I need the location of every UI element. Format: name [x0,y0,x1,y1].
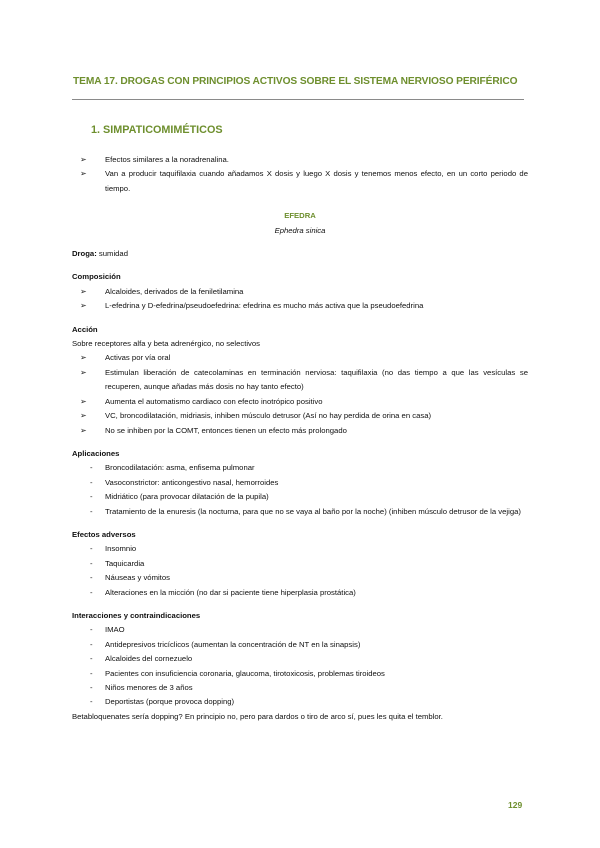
interacciones-item: - Pacientes con insuficiencia coronaria, glaucoma, tirotoxicosis, problemas tiroideos [72,667,528,681]
efectos-item: - Taquicardia [72,557,528,571]
arrow-bullet-icon: ➢ [80,367,87,377]
drug-latin-name: Ephedra sinica [274,225,326,235]
dash-bullet-icon: - [90,492,93,502]
interacciones-note: Betabloquenates sería dopping? En principio no, pero para dardos o tiro de arco sí, pues les quita el temblor. [72,711,443,721]
arrow-bullet-icon: ➢ [80,411,87,421]
efectos-item: - Insomnio [72,542,528,556]
droga-label: Droga: [72,249,97,259]
dash-bullet-icon: - [90,477,93,487]
intro-item: ➢ Efectos similares a la noradrenalina. [72,153,528,167]
dash-bullet-icon: - [90,639,93,649]
interacciones-item: - IMAO [72,623,528,637]
aplicaciones-item: - Tratamiento de la enuresis (la nocturna, para que no se vaya al baño por la noche) (inhiben músculo detrusor de la vejiga) [72,505,528,519]
aplicaciones-item: - Vasoconstrictor: anticongestivo nasal, hemorroides [72,476,528,490]
title-divider [72,99,524,100]
accion-item: ➢ No se inhiben por la COMT, entonces tienen un efecto más prolongado [72,424,528,438]
efectos-item: - Náuseas y vómitos [72,571,528,585]
chapter-title: TEMA 17. DROGAS CON PRINCIPIOS ACTIVOS SOBRE EL SISTEMA NERVIOSO PERIFÉRICO [73,76,518,87]
dash-bullet-icon: - [90,683,93,692]
page-number: 129 [508,800,523,810]
arrow-bullet-icon: ➢ [80,169,87,179]
accion-item: ➢ Aumenta el automatismo cardiaco con efecto inotrópico positivo [72,395,528,409]
dash-bullet-icon: - [90,697,93,707]
interacciones-item: - Niños menores de 3 años [72,681,528,695]
dash-bullet-icon: - [90,668,93,678]
accion-subtitle: Sobre receptores alfa y beta adrenérgico, no selectivos [72,339,261,349]
drug-name: EFEDRA [284,211,316,221]
aplicaciones-item: - Midriático (para provocar dilatación de la pupila) [72,490,528,504]
dash-bullet-icon: - [90,573,93,583]
arrow-bullet-icon: ➢ [80,353,87,363]
arrow-bullet-icon: ➢ [80,286,87,296]
dash-bullet-icon: - [90,463,93,473]
droga-line [72,247,528,261]
aplicaciones-title: Aplicaciones [72,448,120,458]
accion-item: ➢ Estimulan liberación de catecolaminas en terminación nerviosa: taquifilaxia (no das tiempo a que las vesículas se recuperen, aunque añadas más dosis no hay tanto efecto) [80,367,528,392]
dash-bullet-icon: - [90,654,93,664]
dash-bullet-icon: - [90,587,93,597]
accion-item: ➢ Activas por vía oral [72,351,528,365]
arrow-bullet-icon: ➢ [80,301,87,311]
interacciones-item: - Antidepresivos tricíclicos (aumentan la concentración de NT en la sinapsis) [72,638,528,652]
efectos-item: - Alteraciones en la micción (no dar si paciente tiene hiperplasia prostática) [72,586,528,600]
dash-bullet-icon: - [90,625,93,635]
section-heading: 1. SIMPATICOMIMÉTICOS [91,124,223,136]
composicion-item: ➢ Alcaloides, derivados de la feniletilamina [72,285,528,299]
dash-bullet-icon: - [90,544,93,554]
aplicaciones-item: - Broncodilatación: asma, enfisema pulmonar [72,461,528,475]
interacciones-item: - Deportistas (porque provoca dopping) [72,695,528,709]
arrow-bullet-icon: ➢ [80,425,87,435]
composicion-title: Composición [72,272,121,282]
composicion-item: ➢ L-efedrina y D-efedrina/pseudoefedrina: efedrina es mucho más activa que la pseudoefedrina [72,299,528,313]
accion-item: ➢ VC, broncodilatación, midriasis, inhiben músculo detrusor (Así no hay perdida de orina en casa) [72,409,528,423]
dash-bullet-icon: - [90,558,93,568]
efectos-title: Efectos adversos [72,529,136,539]
dash-bullet-icon: - [90,506,93,516]
accion-title: Acción [72,324,98,334]
document-body [72,153,528,724]
interacciones-title: Interacciones y contraindicaciones [72,610,201,620]
intro-item: ➢ Van a producir taquifilaxia cuando añadamos X dosis y luego X dosis y tenemos menos efecto, en un corto periodo de tiempo. [80,169,528,193]
droga-value: sumidad [96,249,128,259]
arrow-bullet-icon: ➢ [80,155,87,164]
interacciones-item: - Alcaloides del cornezuelo [72,652,528,666]
arrow-bullet-icon: ➢ [80,396,87,406]
